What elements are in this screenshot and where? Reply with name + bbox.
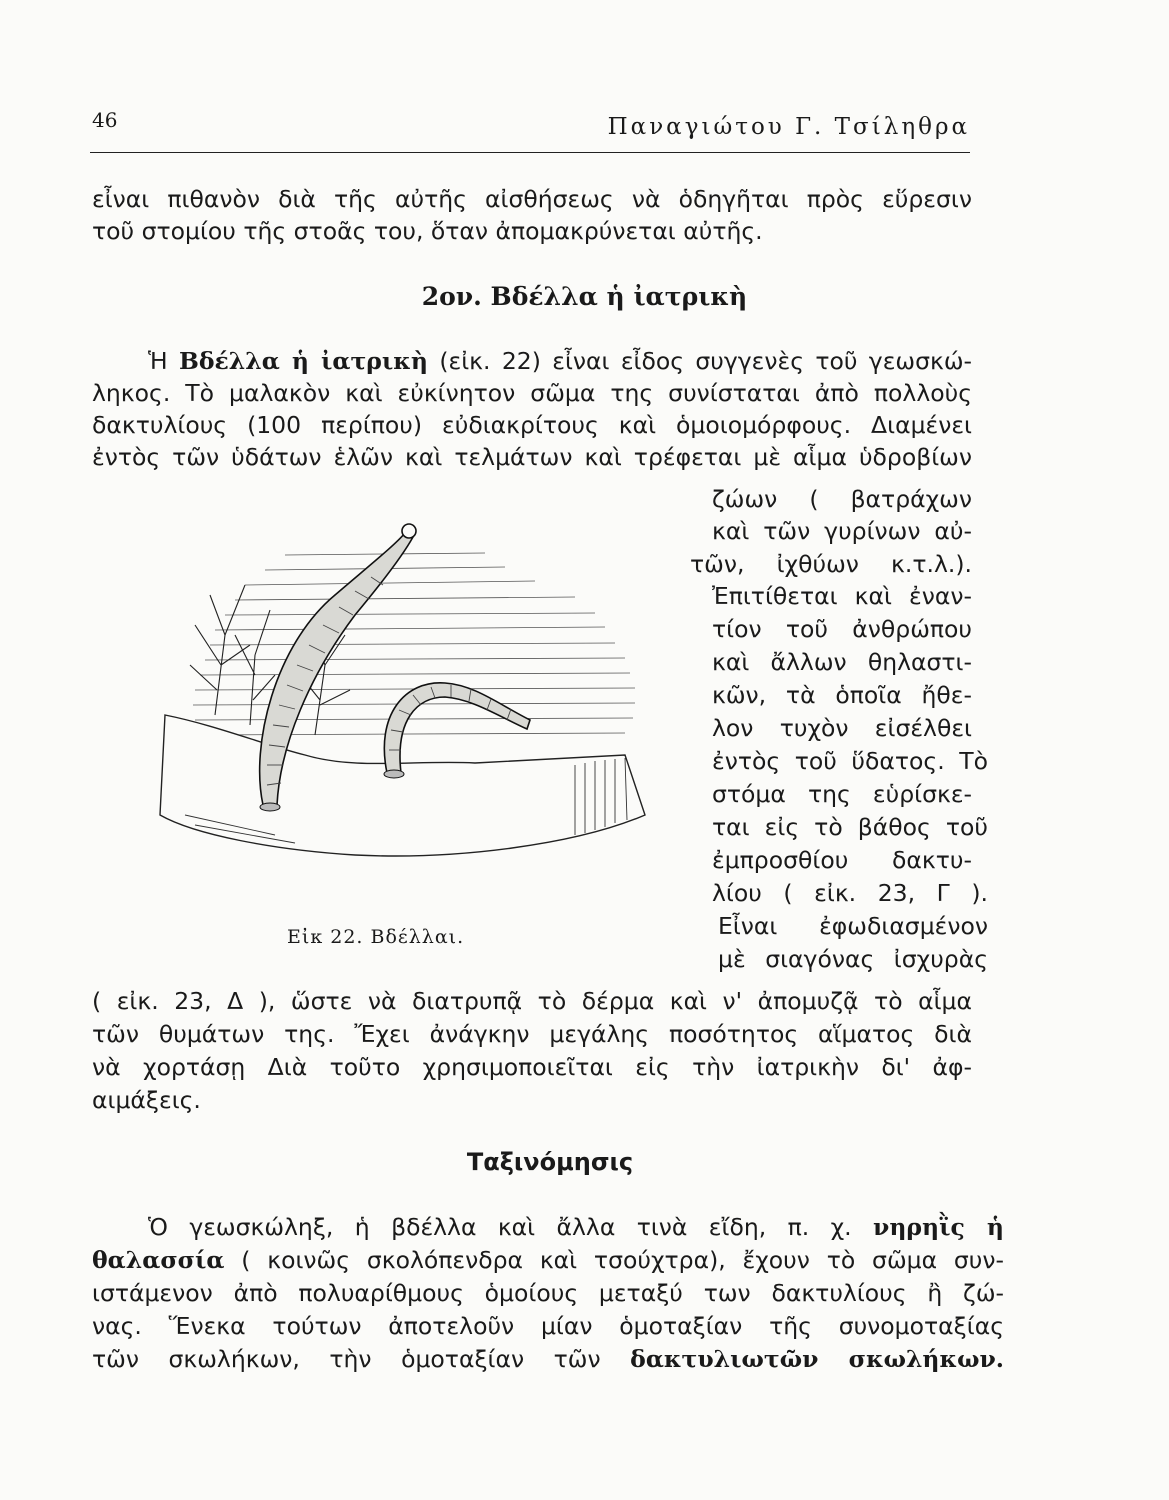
paragraph-line: ληκος. Τὸ μαλακὸν καὶ εὐκίνητον σῶμα της συνίσταται ἀπὸ πολλοὺς [92, 379, 972, 407]
side-line: καὶ τῶν γυρίνων αὐ- [712, 517, 972, 545]
paragraph-text: (εἰκ. 22) εἶναι εἶδος συγγενὲς τοῦ γεωσκώ- [439, 347, 972, 375]
species-term: θαλασσία [92, 1246, 225, 1274]
side-line: Εἶναι ἐφωδιασμένον [718, 912, 988, 940]
paragraph-line: ἐντὸς τῶν ὑδάτων ἑλῶν καὶ τελμάτων καὶ τρέφεται μὲ αἷμα ὑδροβίων [92, 443, 972, 471]
side-line: ται εἰς τὸ βάθος τοῦ [712, 813, 988, 841]
side-line: λίου ( εἰκ. 23, Γ ). [712, 879, 988, 907]
side-line: τῶν, ἰχθύων κ.τ.λ.). [690, 550, 972, 578]
paragraph-line: ( εἰκ. 23, Δ ), ὥστε νὰ διατρυπᾷ τὸ δέρμα καὶ ν' ἀπομυζᾷ τὸ αἷμα [92, 987, 972, 1015]
paragraph-text: Ὁ γεωσκώληξ, ἡ βδέλλα καὶ ἄλλα τινὰ εἴδη, π. χ. [148, 1213, 852, 1241]
species-term: Βδέλλα ἡ ἰατρικὴ [178, 347, 429, 375]
paragraph-line [92, 1344, 1004, 1374]
leech-head [402, 524, 416, 538]
species-term: νηρηῒς ἡ [873, 1213, 1004, 1241]
side-line: ζώων ( βατράχων [712, 485, 972, 513]
figure-caption: Εἰκ 22. Βδέλλαι. [287, 926, 465, 948]
paragraph-lead: Ἡ [148, 347, 168, 375]
side-line: κῶν, τὰ ὁποῖα ἤθε- [712, 681, 972, 709]
running-head: Παναγιώτου Γ. Τσίληθρα [607, 114, 970, 140]
paragraph-text: τῶν σκωλήκων, τὴν ὁμοταξίαν τῶν [92, 1345, 601, 1373]
side-line: ἐμπροσθίου δακτυ- [712, 846, 972, 874]
paragraph-line [92, 1245, 1004, 1275]
leech-arched [384, 683, 530, 773]
intro-line: τοῦ στομίου τῆς στοᾶς του, ὅταν ἀπομακρύνεται αὐτῆς. [92, 217, 763, 245]
intro-line: εἶναι πιθανὸν διὰ τῆς αὐτῆς αἰσθήσεως νὰ ὁδηγῆται πρὸς εὕρεσιν [92, 185, 972, 213]
leech-illustration [155, 515, 655, 875]
class-term: δακτυλιωτῶν σκωλήκων. [630, 1345, 1004, 1373]
section-title: 2ον. Βδέλλα ἡ ἰατρικὴ [421, 282, 748, 311]
paragraph-line: νας. Ἕνεκα τούτων ἀποτελοῦν μίαν ὁμοταξίαν τῆς συνομοταξίας [92, 1312, 1004, 1340]
paragraph-line [148, 1212, 1004, 1242]
paragraph-line: αιμάξεις. [92, 1086, 201, 1114]
paragraph-line: τῶν θυμάτων της. Ἔχει ἀνάγκην μεγάλης ποσότητος αἵματος διὰ [92, 1020, 972, 1048]
bush-left [190, 585, 275, 725]
paragraph-line [148, 346, 972, 376]
page-header [90, 108, 970, 153]
paragraph-line: νὰ χορτάσῃ Διὰ τοῦτο χρησιμοποιεῖται εἰς τὴν ἰατρικὴν δι' ἀφ- [92, 1053, 972, 1081]
page-number: 46 [92, 108, 118, 132]
paragraph-line: ιστάμενον ἀπὸ πολυαρίθμους ὁμοίους μεταξύ των δακτυλίους ἢ ζώ- [92, 1279, 1004, 1307]
side-line: Ἐπιτίθεται καὶ ἐναν- [712, 582, 972, 610]
side-line: ἐντὸς τοῦ ὕδατος. Τὸ [712, 747, 988, 775]
paragraph-line: δακτυλίους (100 περίπου) εὐδιακρίτους καὶ ὁμοιομόρφους. Διαμένει [92, 411, 972, 439]
side-line: στόμα της εὑρίσκε- [712, 780, 972, 808]
paragraph-text: ( κοινῶς σκολόπενδρα καὶ τσούχτρα), ἔχουν τὸ σῶμα συν- [241, 1246, 1004, 1274]
side-line: μὲ σιαγόνας ἰσχυρὰς [718, 945, 988, 973]
subheading: Ταξινόμησις [466, 1148, 634, 1176]
side-line: τίον τοῦ ἀνθρώπου [712, 615, 972, 643]
side-line: καὶ ἄλλων θηλαστι- [712, 648, 972, 676]
side-line: λον τυχὸν εἰσέλθει [712, 714, 972, 742]
